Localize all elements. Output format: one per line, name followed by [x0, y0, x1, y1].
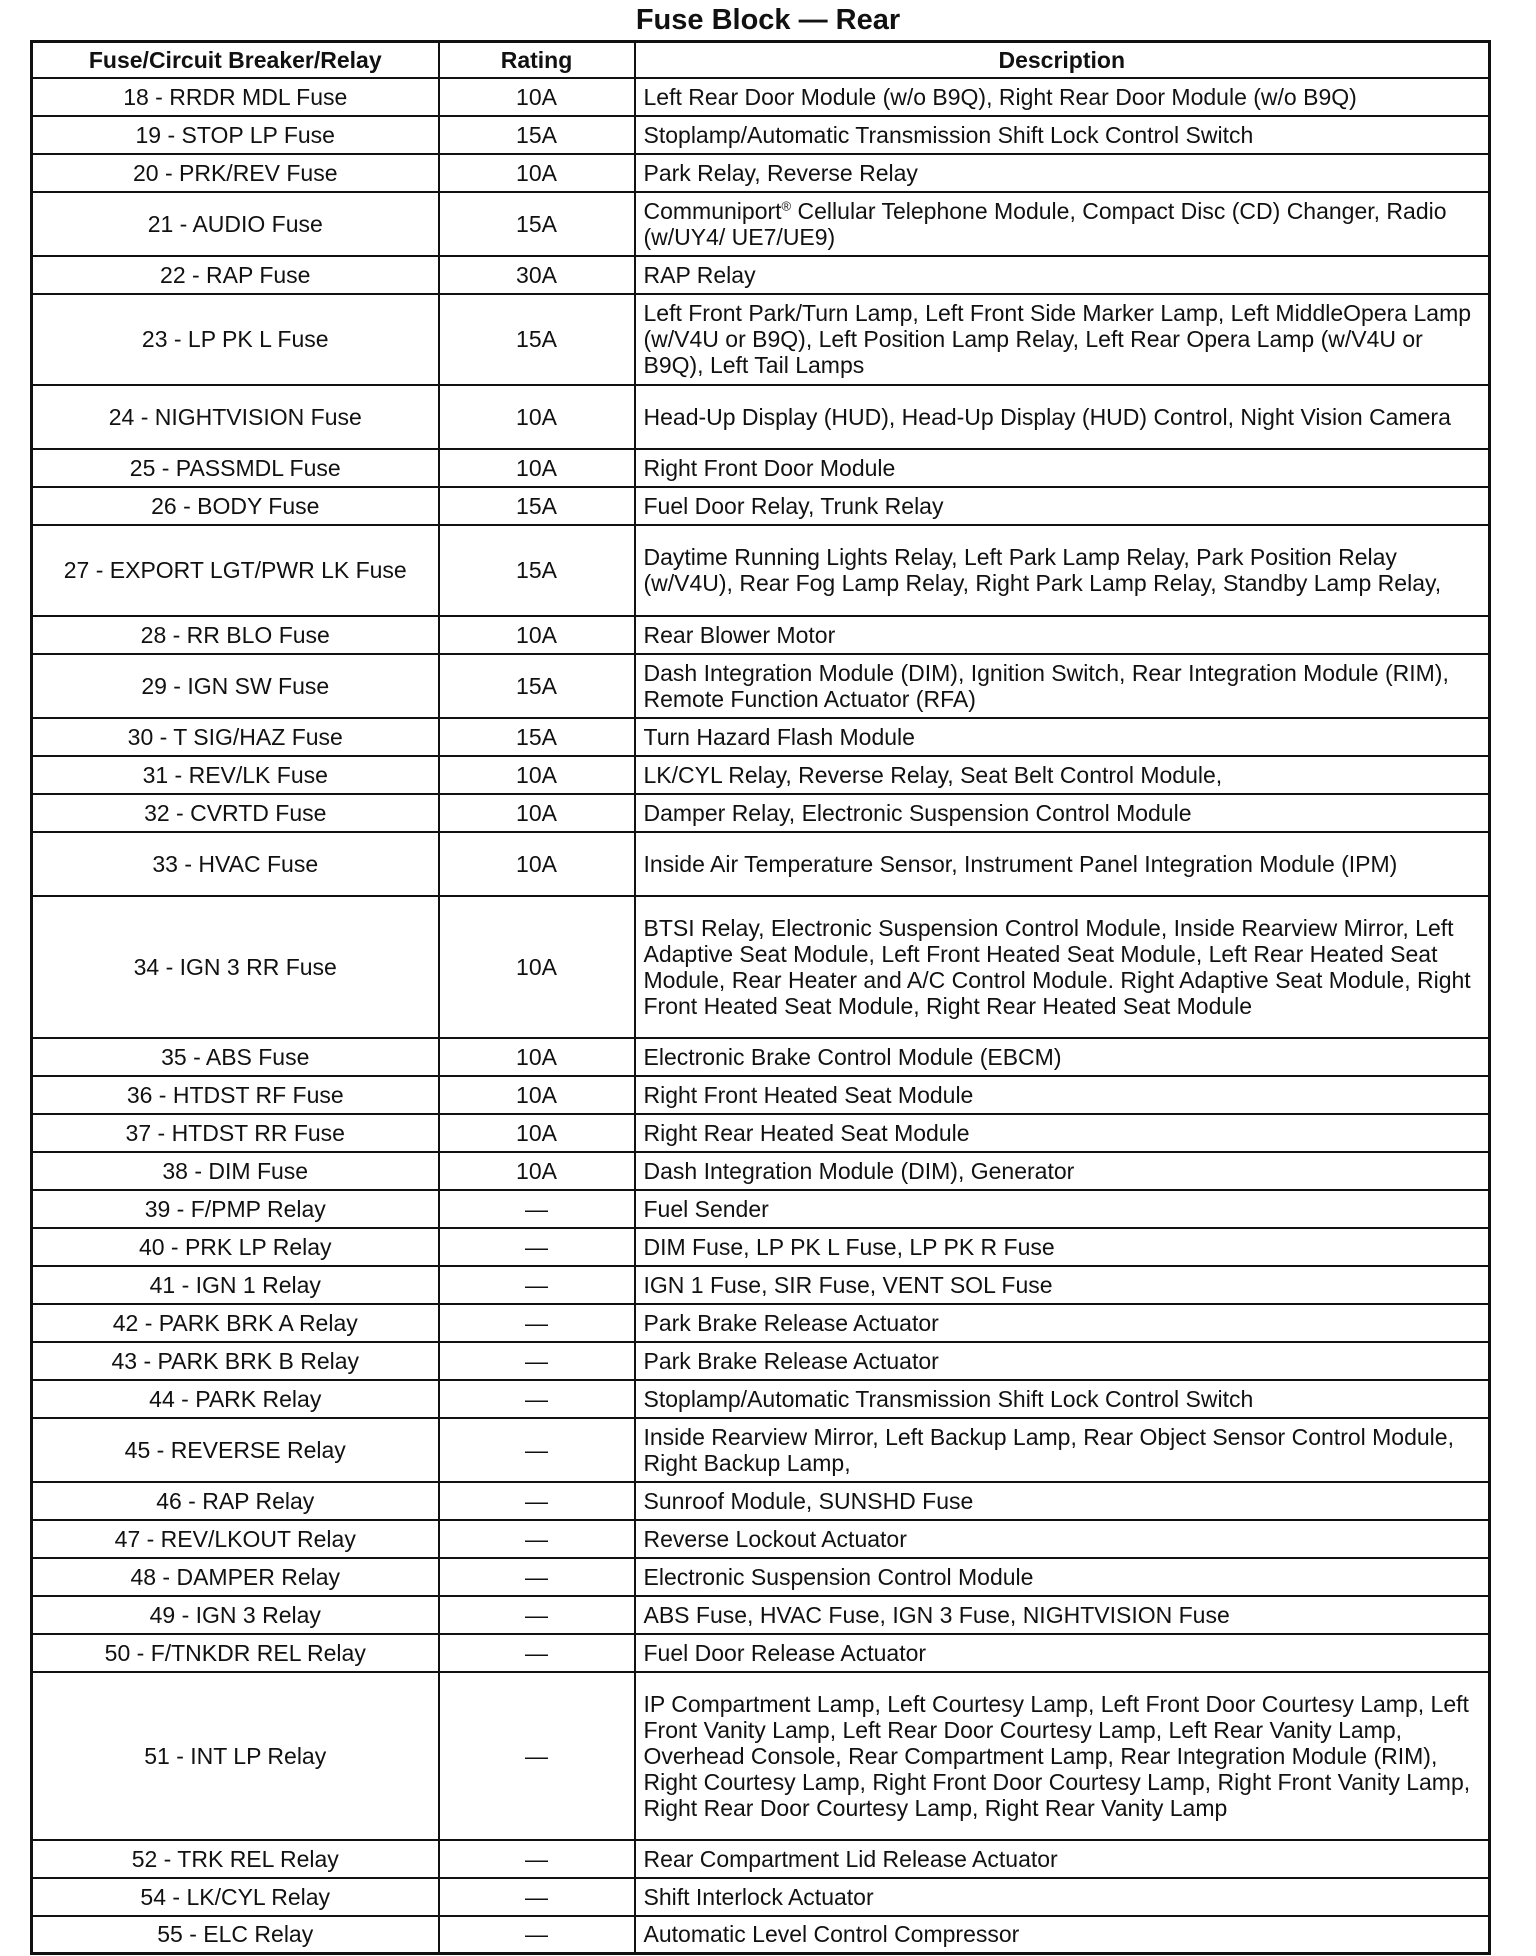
- fuse-cell: 32 - CVRTD Fuse: [32, 794, 439, 832]
- fuse-cell: 51 - INT LP Relay: [32, 1672, 439, 1840]
- table-row: [32, 654, 1490, 718]
- fuse-cell: 28 - RR BLO Fuse: [32, 616, 439, 654]
- table-row: [32, 1916, 1490, 1954]
- table-row: [32, 1482, 1490, 1520]
- description-cell: Stoplamp/Automatic Transmission Shift Lock Control Switch: [635, 1380, 1490, 1418]
- description-cell: Park Brake Release Actuator: [635, 1304, 1490, 1342]
- table-row: [32, 525, 1490, 616]
- rating-cell: 15A: [439, 654, 635, 718]
- fuse-cell: 31 - REV/LK Fuse: [32, 756, 439, 794]
- fuse-cell: 27 - EXPORT LGT/PWR LK Fuse: [32, 525, 439, 616]
- table-row: [32, 1558, 1490, 1596]
- table-row: [32, 116, 1490, 154]
- fuse-cell: 26 - BODY Fuse: [32, 487, 439, 525]
- rating-cell: —: [439, 1482, 635, 1520]
- description-cell: Electronic Suspension Control Module: [635, 1558, 1490, 1596]
- fuse-cell: 44 - PARK Relay: [32, 1380, 439, 1418]
- rating-cell: —: [439, 1596, 635, 1634]
- description-cell: Park Relay, Reverse Relay: [635, 154, 1490, 192]
- table-row: [32, 1228, 1490, 1266]
- description-cell: ABS Fuse, HVAC Fuse, IGN 3 Fuse, NIGHTVISION Fuse: [635, 1596, 1490, 1634]
- rating-cell: —: [439, 1418, 635, 1482]
- table-row: [32, 449, 1490, 487]
- rating-cell: 10A: [439, 385, 635, 449]
- rating-cell: 10A: [439, 1152, 635, 1190]
- description-cell: [635, 192, 1490, 256]
- table-row: [32, 1038, 1490, 1076]
- table-row: [32, 487, 1490, 525]
- column-header-fuse: Fuse/Circuit Breaker/Relay: [32, 42, 439, 78]
- rating-cell: —: [439, 1228, 635, 1266]
- rating-cell: 10A: [439, 154, 635, 192]
- column-header-rating: Rating: [439, 42, 635, 78]
- description-cell: Left Rear Door Module (w/o B9Q), Right Rear Door Module (w/o B9Q): [635, 78, 1490, 116]
- description-cell: Daytime Running Lights Relay, Left Park Lamp Relay, Park Position Relay (w/V4U), Rear Fog Lamp Relay, Right Park Lamp Relay, Standby Lamp Relay,: [635, 525, 1490, 616]
- fuse-cell: 36 - HTDST RF Fuse: [32, 1076, 439, 1114]
- fuse-cell: 48 - DAMPER Relay: [32, 1558, 439, 1596]
- rating-cell: 10A: [439, 896, 635, 1038]
- fuse-cell: 54 - LK/CYL Relay: [32, 1878, 439, 1916]
- table-row: [32, 78, 1490, 116]
- fuse-cell: 23 - LP PK L Fuse: [32, 294, 439, 385]
- fuse-cell: 37 - HTDST RR Fuse: [32, 1114, 439, 1152]
- description-cell: Turn Hazard Flash Module: [635, 718, 1490, 756]
- rating-cell: 15A: [439, 192, 635, 256]
- description-cell: IGN 1 Fuse, SIR Fuse, VENT SOL Fuse: [635, 1266, 1490, 1304]
- rating-cell: 10A: [439, 756, 635, 794]
- description-cell: Damper Relay, Electronic Suspension Control Module: [635, 794, 1490, 832]
- rating-cell: —: [439, 1380, 635, 1418]
- table-row: [32, 1878, 1490, 1916]
- description-cell: Reverse Lockout Actuator: [635, 1520, 1490, 1558]
- header-row: [32, 42, 1490, 78]
- table-row: [32, 1634, 1490, 1672]
- page-title: Fuse Block — Rear: [635, 4, 901, 36]
- description-cell: Left Front Park/Turn Lamp, Left Front Side Marker Lamp, Left MiddleOpera Lamp (w/V4U or B9Q), Left Position Lamp Relay, Left Rear Opera Lamp (w/V4U or B9Q), Left Tail Lamps: [635, 294, 1490, 385]
- fuse-cell: 49 - IGN 3 Relay: [32, 1596, 439, 1634]
- rating-cell: —: [439, 1672, 635, 1840]
- description-text: Communiport: [643, 197, 782, 224]
- fuse-cell: 25 - PASSMDL Fuse: [32, 449, 439, 487]
- table-row: [32, 1304, 1490, 1342]
- fuse-cell: 35 - ABS Fuse: [32, 1038, 439, 1076]
- fuse-cell: 18 - RRDR MDL Fuse: [32, 78, 439, 116]
- rating-cell: 10A: [439, 78, 635, 116]
- rating-cell: 15A: [439, 116, 635, 154]
- description-cell: Dash Integration Module (DIM), Ignition Switch, Rear Integration Module (RIM), Remote Function Actuator (RFA): [635, 654, 1490, 718]
- description-cell: Inside Rearview Mirror, Left Backup Lamp, Rear Object Sensor Control Module, Right Backup Lamp,: [635, 1418, 1490, 1482]
- table-row: [32, 1596, 1490, 1634]
- table-row: [32, 1342, 1490, 1380]
- table-row: [32, 1266, 1490, 1304]
- rating-cell: —: [439, 1840, 635, 1878]
- rating-cell: 10A: [439, 449, 635, 487]
- table-row: [32, 294, 1490, 385]
- fuse-cell: 34 - IGN 3 RR Fuse: [32, 896, 439, 1038]
- rating-cell: —: [439, 1878, 635, 1916]
- table-row: [32, 1380, 1490, 1418]
- description-cell: Stoplamp/Automatic Transmission Shift Lock Control Switch: [635, 116, 1490, 154]
- fuse-cell: 45 - REVERSE Relay: [32, 1418, 439, 1482]
- description-cell: Head-Up Display (HUD), Head-Up Display (HUD) Control, Night Vision Camera: [635, 385, 1490, 449]
- description-cell: Shift Interlock Actuator: [635, 1878, 1490, 1916]
- description-text: Cellular Telephone Module, Compact Disc (CD) Changer, Radio (w/UY4/ UE7/UE9): [643, 197, 1447, 250]
- description-cell: Rear Blower Motor: [635, 616, 1490, 654]
- rating-cell: —: [439, 1558, 635, 1596]
- description-cell: Park Brake Release Actuator: [635, 1342, 1490, 1380]
- fuse-cell: 43 - PARK BRK B Relay: [32, 1342, 439, 1380]
- rating-cell: 15A: [439, 525, 635, 616]
- fuse-table: [30, 40, 1491, 1955]
- rating-cell: 15A: [439, 487, 635, 525]
- fuse-cell: 21 - AUDIO Fuse: [32, 192, 439, 256]
- description-cell: Automatic Level Control Compressor: [635, 1916, 1490, 1954]
- description-cell: Inside Air Temperature Sensor, Instrument Panel Integration Module (IPM): [635, 832, 1490, 896]
- rating-cell: 10A: [439, 1114, 635, 1152]
- table-row: [32, 1672, 1490, 1840]
- rating-cell: 10A: [439, 616, 635, 654]
- table-row: [32, 1190, 1490, 1228]
- fuse-cell: 33 - HVAC Fuse: [32, 832, 439, 896]
- rating-cell: —: [439, 1634, 635, 1672]
- table-row: [32, 192, 1490, 256]
- fuse-cell: 30 - T SIG/HAZ Fuse: [32, 718, 439, 756]
- registered-mark: ®: [781, 197, 792, 213]
- description-cell: DIM Fuse, LP PK L Fuse, LP PK R Fuse: [635, 1228, 1490, 1266]
- rating-cell: 10A: [439, 1038, 635, 1076]
- description-cell: Right Rear Heated Seat Module: [635, 1114, 1490, 1152]
- fuse-cell: 42 - PARK BRK A Relay: [32, 1304, 439, 1342]
- table-row: [32, 1840, 1490, 1878]
- description-cell: RAP Relay: [635, 256, 1490, 294]
- rating-cell: 10A: [439, 1076, 635, 1114]
- fuse-cell: 46 - RAP Relay: [32, 1482, 439, 1520]
- fuse-cell: 55 - ELC Relay: [32, 1916, 439, 1954]
- rating-cell: 10A: [439, 832, 635, 896]
- column-header-description: Description: [635, 42, 1490, 78]
- rating-cell: 10A: [439, 794, 635, 832]
- fuse-cell: 41 - IGN 1 Relay: [32, 1266, 439, 1304]
- table-row: [32, 385, 1490, 449]
- description-cell: Fuel Door Release Actuator: [635, 1634, 1490, 1672]
- fuse-cell: 47 - REV/LKOUT Relay: [32, 1520, 439, 1558]
- fuse-cell: 38 - DIM Fuse: [32, 1152, 439, 1190]
- description-cell: Fuel Sender: [635, 1190, 1490, 1228]
- rating-cell: —: [439, 1190, 635, 1228]
- rating-cell: 30A: [439, 256, 635, 294]
- table-row: [32, 256, 1490, 294]
- table-row: [32, 794, 1490, 832]
- description-cell: Sunroof Module, SUNSHD Fuse: [635, 1482, 1490, 1520]
- table-row: [32, 718, 1490, 756]
- table-row: [32, 1152, 1490, 1190]
- description-cell: Dash Integration Module (DIM), Generator: [635, 1152, 1490, 1190]
- table-row: [32, 832, 1490, 896]
- table-row: [32, 1418, 1490, 1482]
- fuse-cell: 52 - TRK REL Relay: [32, 1840, 439, 1878]
- description-cell: BTSI Relay, Electronic Suspension Control Module, Inside Rearview Mirror, Left Adaptive Seat Module, Left Front Heated Seat Module, Left Rear Heated Seat Module, Rear Heater and A/C Control Module. Right Adaptive Seat Module, Right Front Heated Seat Module, Right Rear Heated Seat Module: [635, 896, 1490, 1038]
- table-row: [32, 756, 1490, 794]
- rating-cell: —: [439, 1304, 635, 1342]
- description-cell: Electronic Brake Control Module (EBCM): [635, 1038, 1490, 1076]
- fuse-cell: 24 - NIGHTVISION Fuse: [32, 385, 439, 449]
- table-row: [32, 1076, 1490, 1114]
- fuse-cell: 40 - PRK LP Relay: [32, 1228, 439, 1266]
- rating-cell: 15A: [439, 718, 635, 756]
- description-cell: IP Compartment Lamp, Left Courtesy Lamp, Left Front Door Courtesy Lamp, Left Front Vanity Lamp, Left Rear Door Courtesy Lamp, Left Rear Vanity Lamp, Overhead Console, Rear Compartment Lamp, Rear Integration Module (RIM), Right Courtesy Lamp, Right Front Door Courtesy Lamp, Right Front Vanity Lamp, Right Rear Door Courtesy Lamp, Right Rear Vanity Lamp: [635, 1672, 1490, 1840]
- fuse-cell: 19 - STOP LP Fuse: [32, 116, 439, 154]
- description-cell: LK/CYL Relay, Reverse Relay, Seat Belt Control Module,: [635, 756, 1490, 794]
- description-cell: Right Front Heated Seat Module: [635, 1076, 1490, 1114]
- rating-cell: —: [439, 1342, 635, 1380]
- table-row: [32, 896, 1490, 1038]
- description-cell: Right Front Door Module: [635, 449, 1490, 487]
- fuse-cell: 39 - F/PMP Relay: [32, 1190, 439, 1228]
- fuse-cell: 29 - IGN SW Fuse: [32, 654, 439, 718]
- rating-cell: —: [439, 1520, 635, 1558]
- description-cell: Fuel Door Relay, Trunk Relay: [635, 487, 1490, 525]
- rating-cell: —: [439, 1266, 635, 1304]
- fuse-cell: 50 - F/TNKDR REL Relay: [32, 1634, 439, 1672]
- description-cell: Rear Compartment Lid Release Actuator: [635, 1840, 1490, 1878]
- table-row: [32, 1520, 1490, 1558]
- table-row: [32, 616, 1490, 654]
- table-row: [32, 154, 1490, 192]
- fuse-cell: 22 - RAP Fuse: [32, 256, 439, 294]
- table-row: [32, 1114, 1490, 1152]
- rating-cell: 15A: [439, 294, 635, 385]
- fuse-cell: 20 - PRK/REV Fuse: [32, 154, 439, 192]
- rating-cell: —: [439, 1916, 635, 1954]
